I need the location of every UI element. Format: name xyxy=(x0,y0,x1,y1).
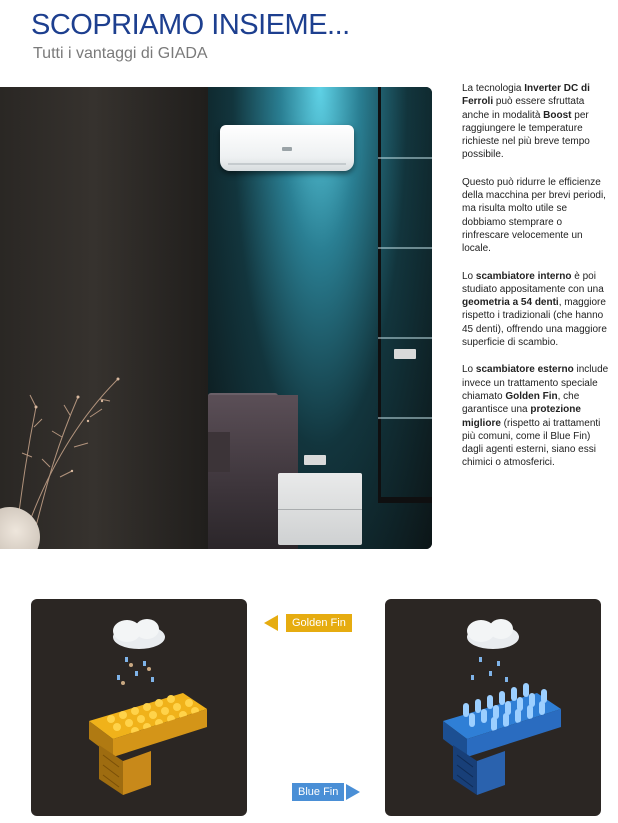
shelf-board xyxy=(378,247,432,249)
text-run: Questo può ridurre le efficienze della macchina per brevi periodi, ma risulta molto utile se dobbiamo stemprare o rinfrescare velocemente un locale. xyxy=(462,176,606,255)
text-run: Lo xyxy=(462,364,476,376)
hero-photo xyxy=(0,87,432,549)
paragraph-internal-exchanger xyxy=(462,270,612,350)
paragraph-efficiency xyxy=(462,176,612,256)
text-bold: Golden Fin xyxy=(505,390,558,402)
arrow-left-icon xyxy=(264,615,278,631)
cloud-icon xyxy=(113,619,165,649)
cloud-icon xyxy=(467,619,519,649)
golden-fin-graphic xyxy=(31,599,247,816)
page-subtitle: Tutti i vantaggi di GIADA xyxy=(33,45,208,62)
shelf-board xyxy=(378,417,432,419)
nightstand xyxy=(278,473,362,545)
body-text xyxy=(462,82,612,484)
paragraph-inverter xyxy=(462,82,612,162)
text-run: per raggiungere le temperature richieste nel più breve tempo possibile. xyxy=(462,109,590,161)
golden-fin-label: Golden Fin xyxy=(286,614,352,632)
shelf-unit xyxy=(378,87,432,502)
text-bold: scambiatore interno xyxy=(475,270,572,282)
page-title: SCOPRIAMO INSIEME... xyxy=(31,9,350,41)
text-run: è poi studiato appositamente con una xyxy=(462,270,604,295)
wall-outlet xyxy=(304,455,326,465)
paragraph-external-exchanger xyxy=(462,363,612,469)
text-run: , che garantisce una xyxy=(462,390,580,416)
pillow xyxy=(208,432,230,472)
text-run: , maggiore rispetto i tradizionali (che hanno 45 denti), offrendo una maggiore superficie di scambio. xyxy=(462,297,607,349)
shelf-base xyxy=(378,497,432,503)
blue-fin-graphic xyxy=(385,599,601,816)
text-bold: geometria a 54 denti xyxy=(462,297,559,309)
text-bold: Inverter DC di Ferroli xyxy=(462,83,590,108)
shelf-board xyxy=(378,337,432,339)
blue-fin-label: Blue Fin xyxy=(292,783,344,801)
arrow-right-icon xyxy=(346,784,360,800)
ac-logo xyxy=(282,147,292,151)
golden-fin-illustration xyxy=(31,599,247,816)
text-bold: scambiatore esterno xyxy=(475,364,574,376)
text-run: Lo xyxy=(462,270,476,282)
text-bold: protezione migliore xyxy=(462,404,581,429)
shelf-board xyxy=(378,157,432,159)
text-run: (rispetto ai trattamenti più comuni, come il Blue Fin) dagli agenti esterni, siano essi chimici o atmosferici. xyxy=(462,417,601,469)
air-conditioner-unit xyxy=(220,125,354,171)
text-bold: Boost xyxy=(543,109,572,121)
blue-fin-illustration xyxy=(385,599,601,816)
text-run: può essere sfruttata anche in modalità xyxy=(462,96,585,121)
text-run: include invece un trattamento speciale chiamato xyxy=(462,364,609,402)
text-run: La tecnologia xyxy=(462,83,525,94)
